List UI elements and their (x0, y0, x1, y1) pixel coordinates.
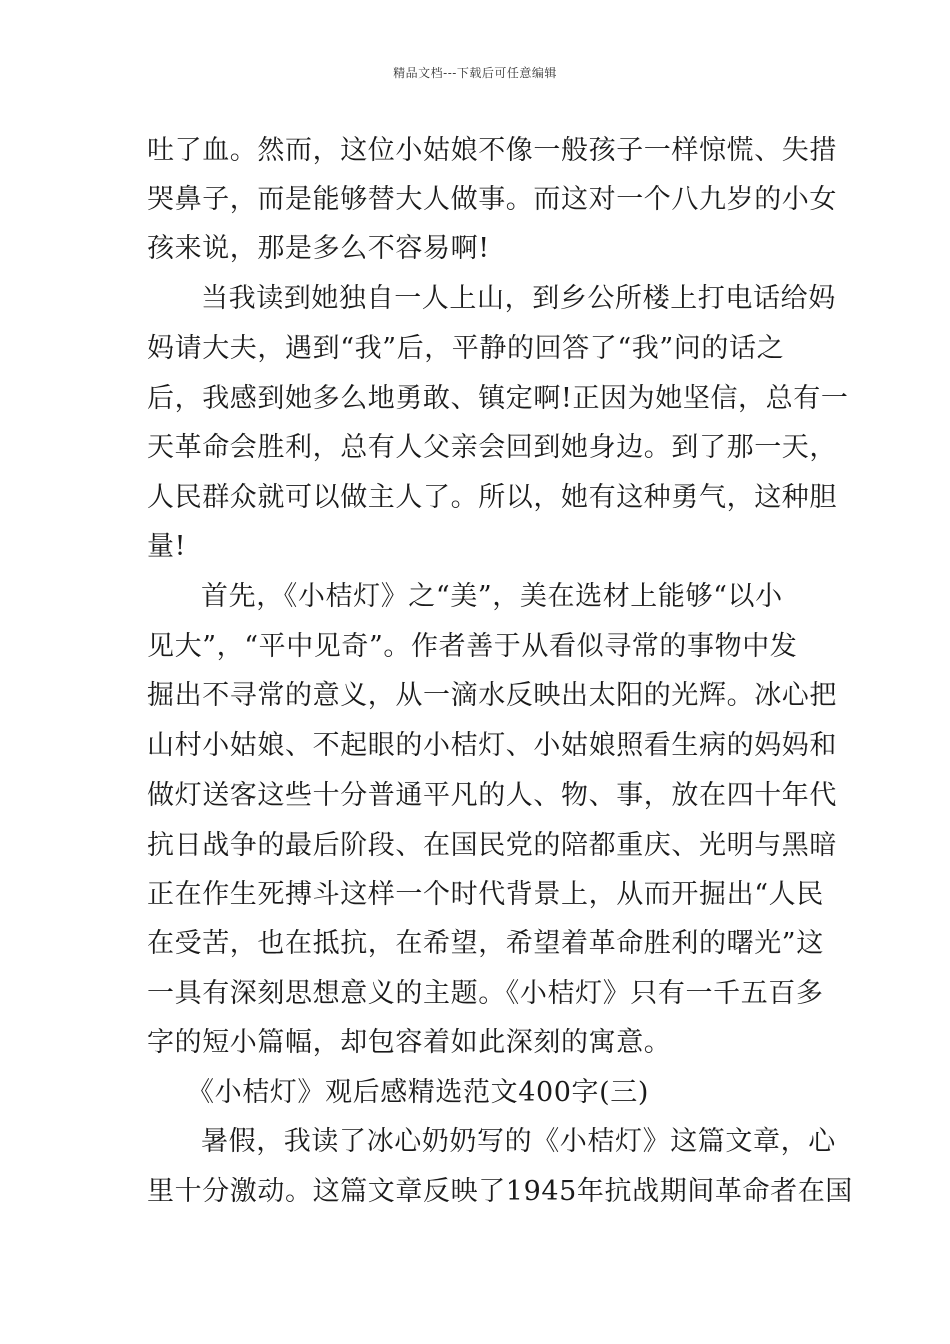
text-line: 后，我感到她多么地勇敢、镇定啊!正因为她坚信，总有一 (147, 383, 849, 414)
text-line: 哭鼻子，而是能够替大人做事。而这对一个八九岁的小女 (147, 184, 837, 215)
text-line: 掘出不寻常的意义，从一滴水反映出太阳的光辉。冰心把 (147, 680, 837, 711)
text-line: 里十分激动。这篇文章反映了1945年抗战期间革命者在国 (147, 1176, 853, 1207)
paragraph-start: 当我读到她独自一人上山，到乡公所楼上打电话给妈 (201, 283, 836, 314)
text-line: 山村小姑娘、不起眼的小桔灯、小姑娘照看生病的妈妈和 (147, 730, 837, 761)
page-header: 精品文档---下载后可任意编辑 (393, 66, 557, 80)
text-line: 见大”，“平中见奇”。作者善于从看似寻常的事物中发 (147, 631, 798, 662)
section-heading: 《小桔灯》观后感精选范文400字(三) (187, 1077, 650, 1108)
text-line: 正在作生死搏斗这样一个时代背景上，从而开掘出“人民 (147, 879, 824, 910)
text-line: 孩来说，那是多么不容易啊! (147, 233, 490, 264)
text-line: 量! (147, 531, 187, 562)
text-line: 人民群众就可以做主人了。所以，她有这种勇气，这种胆 (147, 482, 837, 513)
text-line: 一具有深刻思想意义的主题。《小桔灯》只有一千五百多 (147, 978, 824, 1009)
text-line: 天革命会胜利，总有人父亲会回到她身边。到了那一天， (147, 432, 837, 463)
text-line: 妈请大夫，遇到“我”后，平静的回答了“我”问的话之 (147, 333, 785, 364)
text-line: 字的短小篇幅，却包容着如此深刻的寓意。 (147, 1027, 672, 1058)
text-line: 抗日战争的最后阶段、在国民党的陪都重庆、光明与黑暗 (147, 830, 837, 861)
paragraph-start: 首先，《小桔灯》之“美”，美在选材上能够“以小 (201, 581, 783, 612)
text-line: 吐了血。然而，这位小姑娘不像一般孩子一样惊慌、失措 (147, 135, 837, 166)
text-line: 做灯送客这些十分普通平凡的人、物、事，放在四十年代 (147, 780, 837, 811)
paragraph-start: 暑假，我读了冰心奶奶写的《小桔灯》这篇文章，心 (201, 1126, 836, 1157)
text-line: 在受苦，也在抵抗，在希望，希望着革命胜利的曙光”这 (147, 928, 824, 959)
